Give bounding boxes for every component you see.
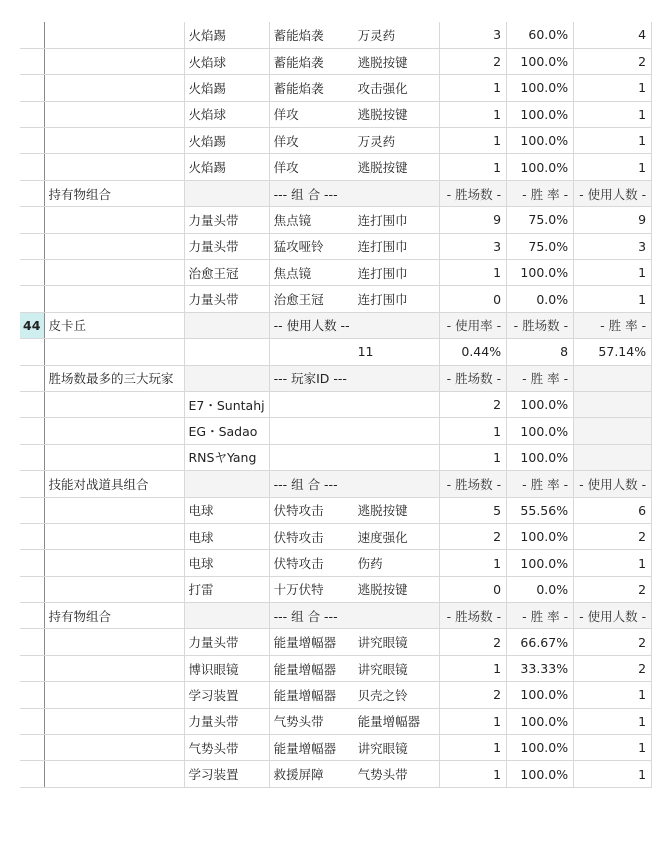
cell-stat-rate[interactable]: 100.0% <box>507 154 574 180</box>
cell-stat-users[interactable]: - 使用人数 - <box>574 603 652 629</box>
cell-combo-first[interactable] <box>184 471 269 497</box>
cell-row-index[interactable] <box>20 365 44 391</box>
cell-stat-rate[interactable]: 100.0% <box>507 550 574 576</box>
cell-section-label[interactable] <box>44 260 184 286</box>
cell-combo-first[interactable]: 力量头带 <box>184 286 269 312</box>
cell-stat-users[interactable]: 1 <box>574 708 652 734</box>
cell-combo-second[interactable]: 猛攻哑铃 <box>269 233 354 259</box>
cell-combo-first[interactable] <box>184 312 269 338</box>
cell-combo-second[interactable]: 蓄能焰袭 <box>269 75 354 101</box>
cell-combo-third[interactable]: 逃脱按键 <box>354 576 440 602</box>
cell-stat-users[interactable]: 1 <box>574 128 652 154</box>
cell-combo-first[interactable]: 气势头带 <box>184 735 269 761</box>
cell-stat-rate[interactable]: 75.0% <box>507 207 574 233</box>
cell-combo-third[interactable]: 攻击强化 <box>354 75 440 101</box>
table-row <box>20 260 652 286</box>
cell-stat-wins[interactable]: - 胜场数 - <box>440 471 507 497</box>
cell-stat-rate[interactable]: - 胜 率 - <box>507 365 574 391</box>
cell-stat-wins[interactable]: 3 <box>440 22 507 48</box>
cell-stat-users[interactable]: 1 <box>574 260 652 286</box>
cell-combo-second[interactable]: 伏特攻击 <box>269 497 354 523</box>
cell-combo-third[interactable] <box>354 444 440 470</box>
table-row <box>20 497 652 523</box>
cell-combo-first[interactable]: 电球 <box>184 523 269 549</box>
cell-stat-users[interactable] <box>574 418 652 444</box>
cell-stat-wins[interactable]: 1 <box>440 101 507 127</box>
cell-combo-third[interactable]: 连打围巾 <box>354 286 440 312</box>
cell-stat-rate[interactable]: 100.0% <box>507 128 574 154</box>
cell-stat-users[interactable]: - 使用人数 - <box>574 471 652 497</box>
cell-combo-third[interactable] <box>354 365 440 391</box>
cell-combo-third[interactable]: 讲究眼镜 <box>354 735 440 761</box>
cell-row-index[interactable] <box>20 75 44 101</box>
table-row <box>20 735 652 761</box>
cell-combo-first[interactable]: 力量头带 <box>184 207 269 233</box>
cell-stat-wins[interactable]: 2 <box>440 682 507 708</box>
cell-row-index[interactable] <box>20 128 44 154</box>
cell-combo-first[interactable]: 治愈王冠 <box>184 260 269 286</box>
cell-row-index[interactable] <box>20 286 44 312</box>
cell-stat-users[interactable]: 1 <box>574 682 652 708</box>
cell-combo-third[interactable]: 逃脱按键 <box>354 48 440 74</box>
cell-stat-wins[interactable]: 2 <box>440 523 507 549</box>
cell-combo-second[interactable]: 能量增幅器 <box>269 735 354 761</box>
cell-row-index[interactable] <box>20 735 44 761</box>
cell-stat-users[interactable]: 2 <box>574 48 652 74</box>
cell-row-index[interactable] <box>20 207 44 233</box>
cell-stat-rate[interactable]: 75.0% <box>507 233 574 259</box>
cell-stat-wins[interactable]: - 胜场数 - <box>440 603 507 629</box>
cell-section-label[interactable] <box>44 576 184 602</box>
cell-combo-first[interactable]: 火焰踢 <box>184 75 269 101</box>
cell-stat-rate[interactable]: 100.0% <box>507 761 574 787</box>
cell-stat-users[interactable]: 4 <box>574 22 652 48</box>
cell-combo-third[interactable]: 伤药 <box>354 550 440 576</box>
cell-section-label[interactable] <box>44 735 184 761</box>
cell-stat-users[interactable]: 6 <box>574 497 652 523</box>
cell-stat-wins[interactable]: 3 <box>440 233 507 259</box>
table-row <box>20 682 652 708</box>
cell-stat-rate[interactable]: 100.0% <box>507 708 574 734</box>
cell-combo-second[interactable]: 焦点镜 <box>269 207 354 233</box>
cell-combo-first[interactable]: EG・Sadao <box>184 418 269 444</box>
cell-section-label[interactable] <box>44 48 184 74</box>
cell-stat-wins[interactable]: - 使用率 - <box>440 312 507 338</box>
player-row <box>20 418 652 444</box>
cell-section-label[interactable] <box>44 154 184 180</box>
cell-stat-users[interactable]: 1 <box>574 154 652 180</box>
stats-sheet <box>20 22 652 788</box>
cell-stat-rate[interactable]: 33.33% <box>507 655 574 681</box>
table-row <box>20 101 652 127</box>
cell-stat-wins[interactable]: 1 <box>440 75 507 101</box>
table-row <box>20 761 652 787</box>
cell-combo-second[interactable]: 救援屏障 <box>269 761 354 787</box>
cell-combo-first[interactable]: RNSヤYang <box>184 444 269 470</box>
cell-stat-rate[interactable]: 0.0% <box>507 286 574 312</box>
cell-combo-third[interactable]: 逃脱按键 <box>354 497 440 523</box>
cell-stat-rate[interactable]: 100.0% <box>507 735 574 761</box>
cell-section-label[interactable] <box>44 233 184 259</box>
section-header-row <box>20 365 652 391</box>
cell-row-index[interactable] <box>20 233 44 259</box>
cell-combo-second[interactable]: --- 组 合 --- <box>269 471 354 497</box>
pokemon-row <box>20 312 652 338</box>
cell-combo-third[interactable]: 连打围巾 <box>354 260 440 286</box>
cell-stat-wins[interactable]: 2 <box>440 391 507 417</box>
cell-stat-rate[interactable]: 55.56% <box>507 497 574 523</box>
cell-combo-first[interactable]: 电球 <box>184 550 269 576</box>
cell-combo-third[interactable]: 气势头带 <box>354 761 440 787</box>
cell-combo-third[interactable]: 讲究眼镜 <box>354 655 440 681</box>
cell-section-label[interactable] <box>44 655 184 681</box>
cell-row-index[interactable] <box>20 471 44 497</box>
cell-section-label[interactable] <box>44 101 184 127</box>
cell-section-label[interactable] <box>44 523 184 549</box>
cell-section-label[interactable] <box>44 418 184 444</box>
cell-row-index[interactable]: 44 <box>20 312 44 338</box>
cell-stat-wins[interactable]: 1 <box>440 418 507 444</box>
cell-combo-first[interactable]: 火焰球 <box>184 48 269 74</box>
cell-row-index[interactable] <box>20 655 44 681</box>
cell-combo-second[interactable]: 治愈王冠 <box>269 286 354 312</box>
cell-combo-first[interactable]: 电球 <box>184 497 269 523</box>
cell-combo-third[interactable] <box>354 391 440 417</box>
cell-stat-users[interactable] <box>574 391 652 417</box>
cell-row-index[interactable] <box>20 682 44 708</box>
cell-stat-wins[interactable]: 1 <box>440 708 507 734</box>
table-row <box>20 128 652 154</box>
cell-combo-third[interactable] <box>354 180 440 206</box>
cell-combo-first[interactable]: 火焰球 <box>184 101 269 127</box>
cell-stat-wins[interactable]: 2 <box>440 629 507 655</box>
cell-stat-rate[interactable]: 100.0% <box>507 391 574 417</box>
cell-stat-users[interactable] <box>574 365 652 391</box>
cell-section-label[interactable] <box>44 629 184 655</box>
cell-section-label[interactable]: 持有物组合 <box>44 603 184 629</box>
cell-row-index[interactable] <box>20 154 44 180</box>
cell-row-index[interactable] <box>20 576 44 602</box>
cell-combo-second[interactable]: 蓄能焰袭 <box>269 48 354 74</box>
cell-stat-wins[interactable]: 0 <box>440 576 507 602</box>
cell-combo-second[interactable] <box>269 391 354 417</box>
cell-stat-users[interactable]: 2 <box>574 655 652 681</box>
table-row <box>20 75 652 101</box>
cell-stat-rate[interactable]: - 胜 率 - <box>507 603 574 629</box>
cell-combo-second[interactable]: 蓄能焰袭 <box>269 22 354 48</box>
section-header-row <box>20 603 652 629</box>
table-row <box>20 154 652 180</box>
cell-stat-users[interactable]: 1 <box>574 761 652 787</box>
table-row <box>20 286 652 312</box>
cell-stat-users[interactable]: 2 <box>574 629 652 655</box>
cell-combo-second[interactable]: 能量增幅器 <box>269 682 354 708</box>
cell-stat-wins[interactable]: 1 <box>440 154 507 180</box>
player-row <box>20 444 652 470</box>
cell-stat-wins[interactable]: 5 <box>440 497 507 523</box>
cell-combo-second[interactable]: 伏特攻击 <box>269 523 354 549</box>
cell-row-index[interactable] <box>20 629 44 655</box>
cell-combo-second[interactable] <box>269 418 354 444</box>
table-row <box>20 708 652 734</box>
cell-stat-rate[interactable]: 0.0% <box>507 576 574 602</box>
cell-combo-first[interactable] <box>184 180 269 206</box>
cell-combo-second[interactable]: 气势头带 <box>269 708 354 734</box>
cell-stat-rate[interactable]: 8 <box>507 339 574 365</box>
cell-combo-third[interactable]: 连打围巾 <box>354 207 440 233</box>
cell-stat-users[interactable]: 1 <box>574 101 652 127</box>
cell-stat-wins[interactable]: 1 <box>440 550 507 576</box>
cell-stat-wins[interactable]: - 胜场数 - <box>440 365 507 391</box>
cell-combo-second[interactable]: 能量增幅器 <box>269 629 354 655</box>
cell-stat-users[interactable]: 1 <box>574 735 652 761</box>
cell-combo-first[interactable]: 火焰踢 <box>184 154 269 180</box>
cell-stat-wins[interactable]: 0.44% <box>440 339 507 365</box>
cell-section-label[interactable] <box>44 550 184 576</box>
cell-section-label[interactable]: 持有物组合 <box>44 180 184 206</box>
cell-row-index[interactable] <box>20 339 44 365</box>
cell-stat-users[interactable]: 1 <box>574 550 652 576</box>
cell-stat-rate[interactable]: 66.67% <box>507 629 574 655</box>
cell-row-index[interactable] <box>20 48 44 74</box>
cell-stat-rate[interactable]: 100.0% <box>507 444 574 470</box>
cell-combo-second[interactable]: 伏特攻击 <box>269 550 354 576</box>
cell-combo-first[interactable]: 学习装置 <box>184 682 269 708</box>
cell-stat-wins[interactable]: 1 <box>440 128 507 154</box>
cell-combo-third[interactable] <box>354 418 440 444</box>
cell-stat-users[interactable]: - 使用人数 - <box>574 180 652 206</box>
cell-combo-third[interactable]: 连打围巾 <box>354 233 440 259</box>
table-row <box>20 629 652 655</box>
cell-section-label[interactable] <box>44 708 184 734</box>
cell-section-label[interactable] <box>44 128 184 154</box>
cell-stat-rate[interactable]: 100.0% <box>507 48 574 74</box>
cell-stat-users[interactable] <box>574 444 652 470</box>
cell-section-label[interactable] <box>44 22 184 48</box>
cell-combo-second[interactable]: 佯攻 <box>269 101 354 127</box>
cell-combo-third[interactable]: 万灵药 <box>354 22 440 48</box>
cell-stat-wins[interactable]: 1 <box>440 655 507 681</box>
cell-combo-third[interactable]: 逃脱按键 <box>354 101 440 127</box>
cell-section-label[interactable]: 技能对战道具组合 <box>44 471 184 497</box>
cell-combo-second[interactable]: --- 组 合 --- <box>269 180 354 206</box>
cell-section-label[interactable]: 胜场数最多的三大玩家 <box>44 365 184 391</box>
cell-combo-first[interactable]: 学习装置 <box>184 761 269 787</box>
cell-combo-first[interactable] <box>184 365 269 391</box>
cell-stat-users[interactable]: 9 <box>574 207 652 233</box>
cell-stat-wins[interactable]: 9 <box>440 207 507 233</box>
cell-combo-first[interactable]: 火焰踢 <box>184 22 269 48</box>
cell-section-label[interactable] <box>44 207 184 233</box>
cell-combo-third[interactable] <box>354 312 440 338</box>
cell-section-label[interactable] <box>44 286 184 312</box>
cell-stat-wins[interactable]: 1 <box>440 444 507 470</box>
cell-stat-wins[interactable]: - 胜场数 - <box>440 180 507 206</box>
cell-combo-third[interactable]: 万灵药 <box>354 128 440 154</box>
cell-combo-first[interactable]: 打雷 <box>184 576 269 602</box>
cell-section-label[interactable] <box>44 391 184 417</box>
cell-section-label[interactable] <box>44 761 184 787</box>
cell-row-index[interactable] <box>20 418 44 444</box>
cell-stat-rate[interactable]: - 胜场数 - <box>507 312 574 338</box>
section-header-row <box>20 471 652 497</box>
cell-combo-first[interactable]: E7・Suntahj <box>184 391 269 417</box>
cell-combo-first[interactable]: 力量头带 <box>184 629 269 655</box>
table-row <box>20 576 652 602</box>
cell-stat-users[interactable]: 1 <box>574 286 652 312</box>
cell-combo-third[interactable]: 逃脱按键 <box>354 154 440 180</box>
table-row <box>20 339 652 365</box>
cell-combo-second[interactable]: 焦点镜 <box>269 260 354 286</box>
cell-stat-users[interactable]: 2 <box>574 523 652 549</box>
cell-row-index[interactable] <box>20 260 44 286</box>
cell-combo-third[interactable] <box>354 471 440 497</box>
cell-row-index[interactable] <box>20 497 44 523</box>
cell-stat-wins[interactable]: 1 <box>440 735 507 761</box>
cell-section-label[interactable] <box>44 339 184 365</box>
cell-row-index[interactable] <box>20 761 44 787</box>
cell-combo-second[interactable] <box>269 339 354 365</box>
cell-row-index[interactable] <box>20 101 44 127</box>
cell-stat-wins[interactable]: 0 <box>440 286 507 312</box>
cell-stat-rate[interactable]: 60.0% <box>507 22 574 48</box>
cell-combo-second[interactable]: --- 组 合 --- <box>269 603 354 629</box>
cell-combo-third[interactable]: 能量增幅器 <box>354 708 440 734</box>
cell-row-index[interactable] <box>20 391 44 417</box>
cell-stat-users[interactable]: 3 <box>574 233 652 259</box>
table-row <box>20 550 652 576</box>
section-header-row <box>20 180 652 206</box>
cell-stat-users[interactable]: 2 <box>574 576 652 602</box>
cell-stat-rate[interactable]: 100.0% <box>507 418 574 444</box>
cell-combo-second[interactable]: 能量增幅器 <box>269 655 354 681</box>
cell-combo-first[interactable]: 力量头带 <box>184 708 269 734</box>
table-row <box>20 655 652 681</box>
cell-combo-first[interactable]: 博识眼镜 <box>184 655 269 681</box>
cell-combo-third[interactable]: 贝壳之铃 <box>354 682 440 708</box>
cell-stat-wins[interactable]: 2 <box>440 48 507 74</box>
cell-stat-wins[interactable]: 1 <box>440 761 507 787</box>
cell-combo-first[interactable]: 力量头带 <box>184 233 269 259</box>
cell-combo-third[interactable]: 讲究眼镜 <box>354 629 440 655</box>
cell-section-label[interactable] <box>44 497 184 523</box>
cell-row-index[interactable] <box>20 708 44 734</box>
table-row <box>20 523 652 549</box>
table-row <box>20 207 652 233</box>
cell-stat-rate[interactable]: - 胜 率 - <box>507 471 574 497</box>
cell-combo-second[interactable]: 佯攻 <box>269 154 354 180</box>
cell-combo-third[interactable]: 11 <box>354 339 440 365</box>
cell-stat-rate[interactable]: 100.0% <box>507 101 574 127</box>
player-row <box>20 391 652 417</box>
cell-row-index[interactable] <box>20 180 44 206</box>
cell-combo-first[interactable]: 火焰踢 <box>184 128 269 154</box>
table-row <box>20 233 652 259</box>
cell-row-index[interactable] <box>20 444 44 470</box>
cell-section-label[interactable]: 皮卡丘 <box>44 312 184 338</box>
cell-stat-users[interactable]: - 胜 率 - <box>574 312 652 338</box>
cell-section-label[interactable] <box>44 444 184 470</box>
cell-combo-first[interactable] <box>184 339 269 365</box>
cell-stat-wins[interactable]: 1 <box>440 260 507 286</box>
cell-row-index[interactable] <box>20 523 44 549</box>
cell-stat-rate[interactable]: 100.0% <box>507 523 574 549</box>
table-row <box>20 48 652 74</box>
cell-stat-rate[interactable]: 100.0% <box>507 260 574 286</box>
cell-combo-second[interactable]: --- 玩家ID --- <box>269 365 354 391</box>
cell-row-index[interactable] <box>20 22 44 48</box>
cell-stat-users[interactable]: 57.14% <box>574 339 652 365</box>
cell-stat-rate[interactable]: 100.0% <box>507 75 574 101</box>
cell-combo-second[interactable]: 十万伏特 <box>269 576 354 602</box>
cell-combo-third[interactable]: 速度强化 <box>354 523 440 549</box>
table-row <box>20 22 652 48</box>
cell-combo-second[interactable]: 佯攻 <box>269 128 354 154</box>
cell-section-label[interactable] <box>44 75 184 101</box>
cell-combo-first[interactable] <box>184 603 269 629</box>
cell-row-index[interactable] <box>20 550 44 576</box>
cell-stat-rate[interactable]: - 胜 率 - <box>507 180 574 206</box>
cell-section-label[interactable] <box>44 682 184 708</box>
cell-combo-second[interactable] <box>269 444 354 470</box>
cell-stat-rate[interactable]: 100.0% <box>507 682 574 708</box>
cell-combo-third[interactable] <box>354 603 440 629</box>
cell-stat-users[interactable]: 1 <box>574 75 652 101</box>
cell-combo-second[interactable]: -- 使用人数 -- <box>269 312 354 338</box>
cell-row-index[interactable] <box>20 603 44 629</box>
